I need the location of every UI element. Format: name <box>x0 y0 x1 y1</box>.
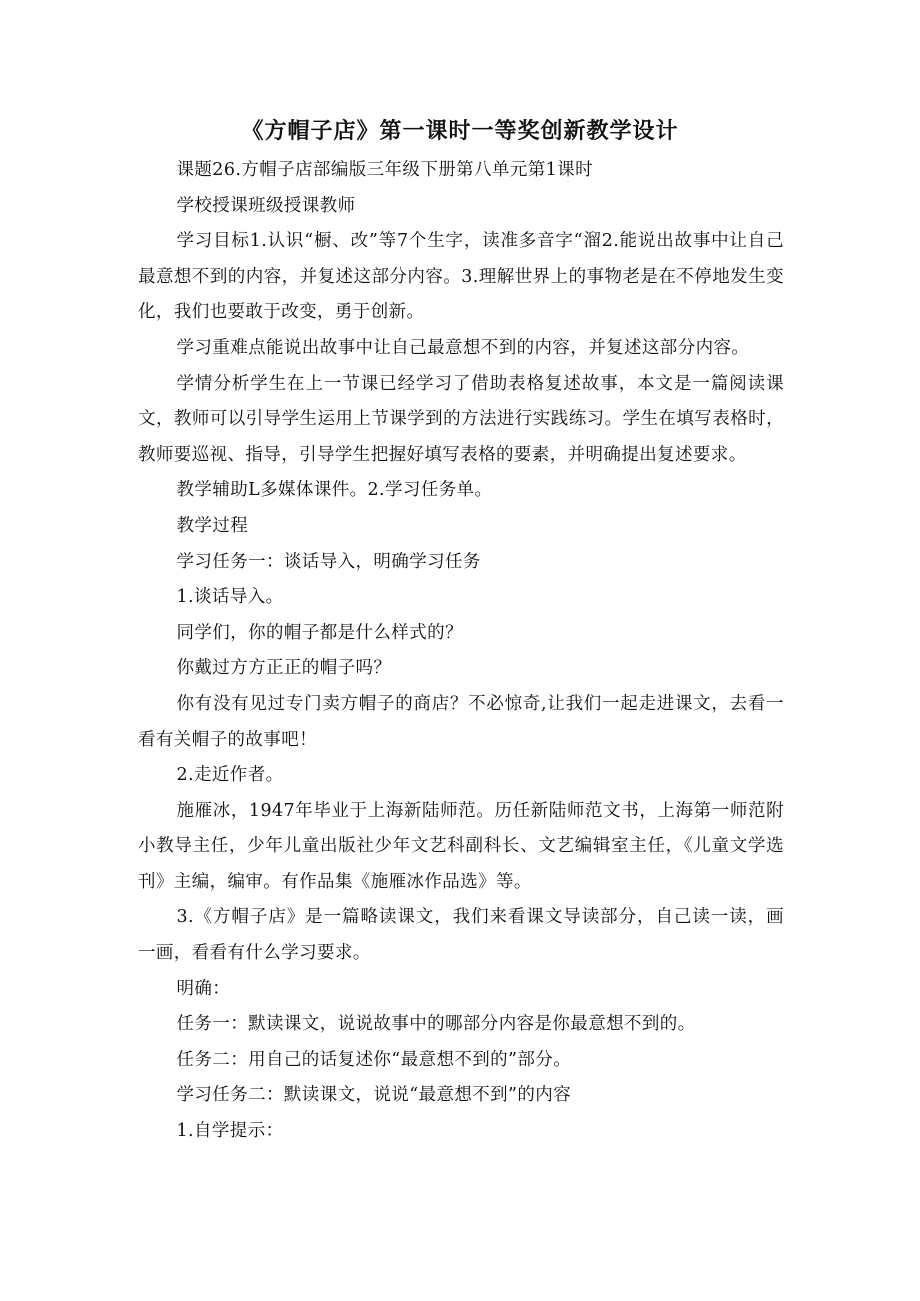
paragraph-learning-goals: 学习目标1.认识“橱、改”等7个生字，读准多音字“溜2.能说出故事中让自己最意想不到的内容，并复述这部分内容。3.理解世界上的事物老是在不停地发生变化，我们也要敢于改变，勇于创新。 <box>138 231 784 323</box>
paragraph-question-2: 你戴过方方正正的帽子吗？ <box>176 658 392 679</box>
paragraph-task-one: 任务一：默读课文，说说故事中的哪部分内容是你最意想不到的。 <box>176 1014 696 1035</box>
paragraph-task-one-heading: 学习任务一：谈话导入，明确学习任务 <box>176 551 481 572</box>
document-title: 《方帽子店》第一课时一等奖创新教学设计 <box>241 119 679 144</box>
paragraph-question-3: 你有没有见过专门卖方帽子的商店？不必惊奇,让我们一起走进课文，去看一看有关帽子的故事吧！ <box>138 693 784 750</box>
paragraph-step-3: 3.《方帽子店》是一篇略读课文，我们来看课文导读部分，自己读一读，画一画，看看有什么学习要求。 <box>138 907 784 964</box>
paragraph-question-1: 同学们，你的帽子都是什么样式的？ <box>176 622 463 643</box>
paragraph-self-study-tip: 1.自学提示： <box>176 1121 284 1142</box>
paragraph-clarify: 明确： <box>176 978 231 999</box>
paragraph-task-two-heading: 学习任务二：默读课文，说说“最意想不到”的内容 <box>176 1085 572 1106</box>
paragraph-key-points: 学习重难点能说出故事中让自己最意想不到的内容，并复述这部分内容。 <box>176 337 750 358</box>
paragraph-teaching-process: 教学过程 <box>176 515 249 536</box>
paragraph-step-2: 2.走近作者。 <box>176 765 284 786</box>
document-body <box>138 153 784 1150</box>
paragraph-lesson-topic: 课题26.方帽子店部编版三年级下册第八单元第1课时 <box>176 160 593 180</box>
paragraph-author-bio: 施雁冰，1947年毕业于上海新陆师范。历任新陆师范文书，上海第一师范附小教导主任，少年儿童出版社少年文艺科副科长、文艺编辑室主任，《儿童文学选刊》主编，编审。有作品集《施雁冰作品选》等。 <box>138 800 784 892</box>
paragraph-learner-analysis: 学情分析学生在上一节课已经学习了借助表格复述故事，本文是一篇阅读课文，教师可以引导学生运用上节课学到的方法进行实践练习。学生在填写表格时，教师要巡视、指导，引导学生把握好填写表格的要素，并明确提出复述要求。 <box>138 373 784 465</box>
paragraph-teaching-aids: 教学辅助L多媒体课件。2.学习任务单。 <box>176 480 493 501</box>
paragraph-task-two: 任务二：用自己的话复述你“最意想不到的”部分。 <box>176 1049 572 1070</box>
paragraph-school-class-teacher: 学校授课班级授课教师 <box>176 195 356 216</box>
paragraph-step-1: 1.谈话导入。 <box>176 587 284 608</box>
